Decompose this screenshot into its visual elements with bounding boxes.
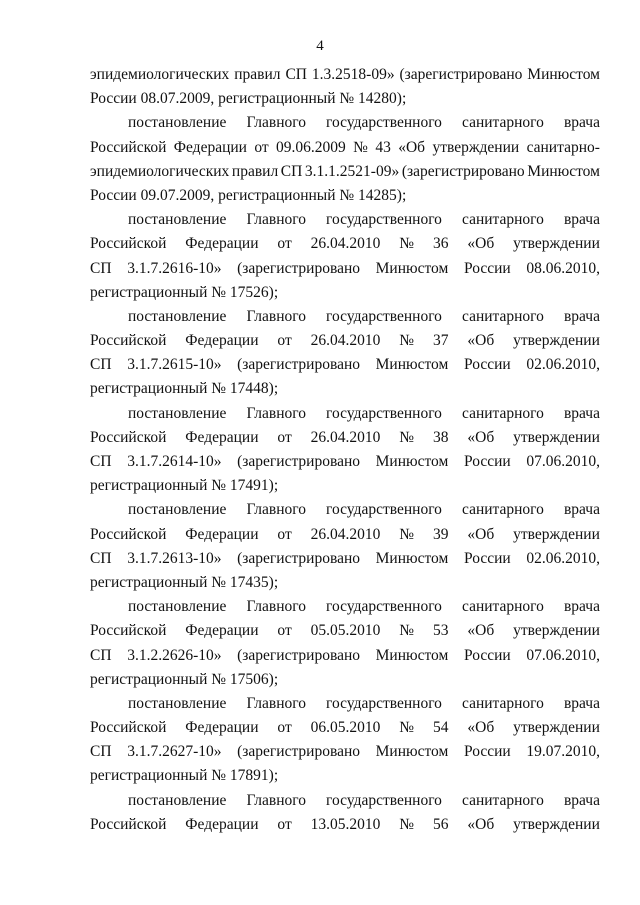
word: СП bbox=[90, 356, 112, 374]
word: «Об bbox=[467, 428, 495, 446]
word: санитарного bbox=[462, 598, 544, 616]
word: 3.1.7.2615-10» bbox=[127, 356, 222, 374]
word: Федерации bbox=[185, 719, 259, 737]
word: государственного bbox=[326, 694, 442, 712]
word: 26.04.2010 bbox=[310, 428, 381, 446]
word: 3.1.1.2521-09» bbox=[304, 162, 400, 180]
word: от bbox=[277, 622, 292, 640]
word: 36 bbox=[433, 235, 449, 253]
word: России bbox=[463, 549, 511, 567]
word: «Об bbox=[467, 235, 495, 253]
word: Минюстом bbox=[527, 162, 600, 180]
word: Федерации bbox=[185, 815, 259, 833]
word: врача bbox=[563, 211, 600, 229]
word: Минюстом bbox=[375, 743, 449, 761]
word: Главного bbox=[246, 114, 306, 132]
text-line bbox=[90, 184, 600, 208]
word: Минюстом bbox=[375, 549, 449, 567]
word: Российской bbox=[90, 622, 167, 640]
text-line bbox=[90, 450, 600, 474]
word: постановление bbox=[128, 791, 227, 809]
text-line bbox=[90, 63, 600, 87]
word: утверждении bbox=[513, 235, 600, 253]
word: 3.1.7.2613-10» bbox=[127, 549, 222, 567]
word: врача bbox=[563, 114, 600, 132]
word: № bbox=[353, 138, 368, 156]
word: государственного bbox=[326, 598, 442, 616]
word: № bbox=[399, 719, 415, 737]
word: санитарного bbox=[462, 694, 544, 712]
word: № bbox=[399, 235, 415, 253]
word: утверждении bbox=[513, 622, 600, 640]
line-text: России 09.07.2009, регистрационный № 14285); bbox=[90, 186, 407, 204]
word: Главного bbox=[246, 211, 306, 229]
text-line bbox=[90, 136, 600, 160]
word: постановление bbox=[128, 598, 227, 616]
word: России bbox=[463, 453, 511, 470]
word: 43 bbox=[375, 138, 391, 156]
word: Главного bbox=[246, 791, 306, 809]
text-line bbox=[90, 668, 600, 692]
word: 05.05.2010 bbox=[310, 622, 381, 640]
word: постановление bbox=[128, 211, 227, 229]
word: «Об bbox=[467, 332, 495, 350]
text-line bbox=[90, 740, 600, 764]
word: 3.1.2.2626-10» bbox=[127, 646, 222, 664]
word: 06.05.2010 bbox=[310, 719, 381, 737]
word: (зарегистрировано bbox=[237, 356, 360, 374]
text-line bbox=[90, 764, 600, 788]
word: от bbox=[254, 138, 269, 156]
word: Главного bbox=[246, 598, 306, 616]
text-line bbox=[90, 281, 600, 305]
word: постановление bbox=[128, 307, 227, 325]
word: (зарегистрировано bbox=[237, 453, 360, 470]
word: эпидемиологических bbox=[90, 66, 230, 83]
word: 3.1.7.2616-10» bbox=[127, 259, 222, 277]
word: России bbox=[463, 259, 511, 277]
word: врача bbox=[563, 598, 600, 616]
word: 39 bbox=[433, 525, 449, 543]
page-number: 4 bbox=[316, 38, 324, 54]
word: санитарного bbox=[462, 501, 544, 519]
word: Федерации bbox=[185, 622, 259, 640]
word: утверждении bbox=[513, 428, 600, 446]
document-body bbox=[90, 63, 600, 837]
word: эпидемиологических bbox=[90, 162, 230, 180]
word: постановление bbox=[128, 694, 227, 712]
word: Главного bbox=[246, 404, 306, 422]
word: 37 bbox=[433, 332, 449, 350]
word: правил bbox=[234, 66, 281, 83]
word: СП bbox=[90, 453, 112, 470]
word: СП bbox=[90, 549, 112, 567]
text-line bbox=[90, 571, 600, 595]
word: «Об bbox=[467, 525, 495, 543]
word: 07.06.2010, bbox=[526, 453, 600, 470]
text-line bbox=[90, 595, 600, 619]
word: от bbox=[277, 815, 292, 833]
word: «Об bbox=[467, 719, 495, 737]
word: врача bbox=[563, 404, 600, 422]
word: СП bbox=[90, 259, 112, 277]
text-line bbox=[90, 789, 600, 813]
word: Российской bbox=[90, 815, 167, 833]
text-line bbox=[90, 329, 600, 353]
word: 53 bbox=[433, 622, 449, 640]
text-line bbox=[90, 813, 600, 837]
word: 3.1.7.2627-10» bbox=[127, 743, 222, 761]
word: 26.04.2010 bbox=[310, 332, 381, 350]
word: Российской bbox=[90, 428, 167, 446]
text-line bbox=[90, 208, 600, 232]
word: государственного bbox=[326, 211, 442, 229]
word: врача bbox=[563, 694, 600, 712]
word: № bbox=[399, 525, 415, 543]
word: Главного bbox=[246, 501, 306, 519]
text-line bbox=[90, 498, 600, 522]
word: 54 bbox=[433, 719, 449, 737]
word: 38 bbox=[433, 428, 449, 446]
word: 02.06.2010, bbox=[526, 549, 600, 567]
text-line bbox=[90, 547, 600, 571]
word: «Об bbox=[467, 622, 495, 640]
word: 09.06.2009 bbox=[276, 138, 346, 156]
text-line bbox=[90, 619, 600, 643]
word: от bbox=[277, 235, 292, 253]
word: России bbox=[463, 743, 511, 761]
word: «Об bbox=[398, 138, 426, 156]
text-line bbox=[90, 644, 600, 668]
word: Российской bbox=[90, 719, 167, 737]
word: Российской bbox=[90, 235, 167, 253]
word: утверждении bbox=[513, 332, 600, 350]
word: от bbox=[277, 428, 292, 446]
word: 08.06.2010, bbox=[526, 259, 600, 277]
word: СП bbox=[90, 743, 112, 761]
word: санитарного bbox=[462, 791, 544, 809]
word: № bbox=[399, 815, 415, 833]
word: 3.1.7.2614-10» bbox=[127, 453, 222, 470]
word: (зарегистрировано bbox=[237, 549, 360, 567]
line-text: регистрационный № 17526); bbox=[90, 283, 279, 301]
text-line bbox=[90, 377, 600, 401]
word: постановление bbox=[128, 404, 227, 422]
text-line bbox=[90, 426, 600, 450]
text-line bbox=[90, 305, 600, 329]
word: 26.04.2010 bbox=[310, 235, 381, 253]
text-line bbox=[90, 232, 600, 256]
word: Минюстом bbox=[375, 356, 449, 374]
text-line bbox=[90, 692, 600, 716]
word: России bbox=[463, 356, 511, 374]
word: Федерации bbox=[185, 332, 259, 350]
line-text: регистрационный № 17448); bbox=[90, 380, 279, 398]
word: утверждении bbox=[513, 815, 600, 833]
word: (зарегистрировано bbox=[237, 259, 360, 277]
word: государственного bbox=[326, 501, 442, 519]
word: 07.06.2010, bbox=[526, 646, 600, 664]
word: санитарно- bbox=[526, 138, 600, 156]
word: Федерации bbox=[173, 138, 247, 156]
line-text: регистрационный № 17435); bbox=[90, 573, 279, 591]
word: государственного bbox=[326, 791, 442, 809]
word: № bbox=[399, 428, 415, 446]
word: врача bbox=[563, 501, 600, 519]
word: Минюстом bbox=[375, 453, 449, 470]
word: Федерации bbox=[185, 235, 259, 253]
word: государственного bbox=[326, 307, 442, 325]
word: утверждении bbox=[513, 525, 600, 543]
word: 02.06.2010, bbox=[526, 356, 600, 374]
word: СП bbox=[285, 66, 307, 83]
word: (зарегистрировано bbox=[237, 743, 360, 761]
word: 19.07.2010, bbox=[526, 743, 600, 761]
word: Главного bbox=[246, 307, 306, 325]
line-text: регистрационный № 17891); bbox=[90, 767, 279, 785]
word: (зарегистрировано bbox=[237, 646, 360, 664]
word: санитарного bbox=[462, 307, 544, 325]
word: врача bbox=[563, 791, 600, 809]
word: правил bbox=[231, 162, 279, 180]
word: от bbox=[277, 525, 292, 543]
word: (зарегистрировано bbox=[399, 66, 523, 83]
word: 1.3.2518-09» bbox=[311, 66, 395, 83]
word: государственного bbox=[326, 404, 442, 422]
text-line bbox=[90, 353, 600, 377]
word: постановление bbox=[128, 114, 227, 132]
text-line bbox=[90, 257, 600, 281]
word: Минюстом bbox=[527, 66, 600, 83]
text-line bbox=[90, 160, 600, 184]
word: санитарного bbox=[462, 114, 544, 132]
word: санитарного bbox=[462, 404, 544, 422]
line-text: России 08.07.2009, регистрационный № 14280); bbox=[90, 90, 407, 108]
word: 13.05.2010 bbox=[310, 815, 381, 833]
word: Федерации bbox=[185, 525, 259, 543]
word: (зарегистрировано bbox=[401, 162, 525, 180]
word: Федерации bbox=[185, 428, 259, 446]
word: Российской bbox=[90, 332, 167, 350]
word: Минюстом bbox=[375, 646, 449, 664]
word: от bbox=[277, 719, 292, 737]
text-line bbox=[90, 402, 600, 426]
word: санитарного bbox=[462, 211, 544, 229]
word: утверждении bbox=[432, 138, 520, 156]
word: Минюстом bbox=[375, 259, 449, 277]
word: № bbox=[399, 332, 415, 350]
text-line bbox=[90, 716, 600, 740]
word: «Об bbox=[467, 815, 495, 833]
text-line bbox=[90, 87, 600, 111]
word: врача bbox=[563, 307, 600, 325]
text-line bbox=[90, 474, 600, 498]
word: постановление bbox=[128, 501, 227, 519]
word: государственного bbox=[326, 114, 442, 132]
word: СП bbox=[280, 162, 303, 180]
word: утверждении bbox=[513, 719, 600, 737]
word: № bbox=[399, 622, 415, 640]
line-text: регистрационный № 17506); bbox=[90, 670, 279, 688]
line-text: регистрационный № 17491); bbox=[90, 477, 279, 495]
word: Российской bbox=[90, 138, 167, 156]
word: 26.04.2010 bbox=[310, 525, 381, 543]
text-line bbox=[90, 111, 600, 135]
word: СП bbox=[90, 646, 112, 664]
text-line bbox=[90, 523, 600, 547]
word: Главного bbox=[246, 694, 306, 712]
word: России bbox=[463, 646, 511, 664]
word: Российской bbox=[90, 525, 167, 543]
word: от bbox=[277, 332, 292, 350]
word: 56 bbox=[433, 815, 449, 833]
